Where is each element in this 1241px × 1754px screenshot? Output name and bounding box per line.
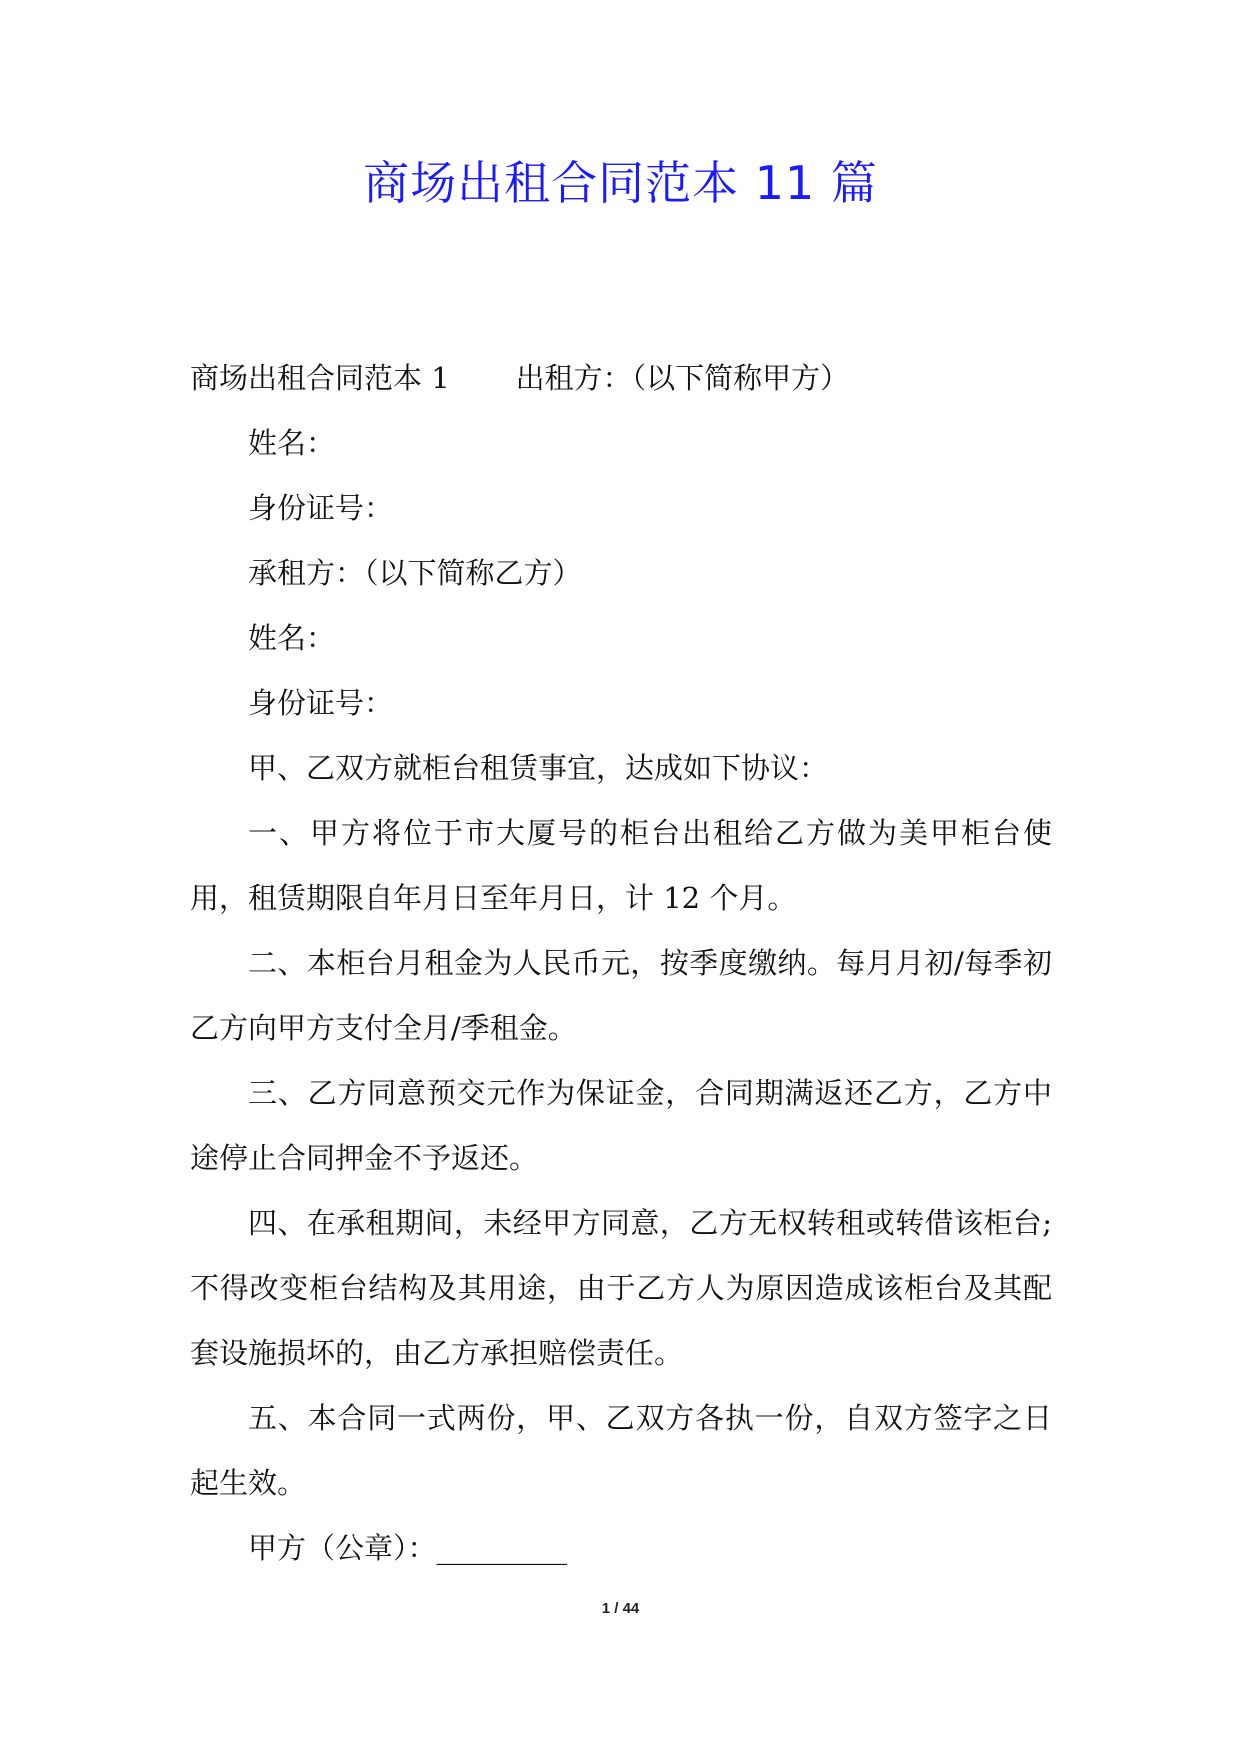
first-line [190, 346, 1052, 411]
paragraph: 承租方：（以下简称乙方） [248, 556, 582, 590]
paragraph: 姓名： [248, 426, 336, 460]
paragraph: 身份证号： [248, 491, 394, 525]
paragraph: 一、甲方将位于市大厦号的柜台出租给乙方做为美甲柜台使用，租赁期限自年月日至年月日，计 12 个月。 [190, 816, 1052, 915]
paragraph: 二、本柜台月租金为人民币元，按季度缴纳。每月月初/每季初乙方向甲方支付全月/季租金。 [190, 946, 1052, 1045]
paragraph: 姓名： [248, 621, 336, 655]
document-body [190, 346, 1052, 1581]
signature-line: 甲方（公章）：_________ [248, 1531, 568, 1565]
document-title: 商场出租合同范本 11 篇 [363, 156, 878, 210]
paragraph: 甲、乙双方就柜台租赁事宜，达成如下协议： [248, 751, 829, 785]
paragraph: 五、本合同一式两份，甲、乙双方各执一份，自双方签字之日起生效。 [190, 1401, 1052, 1500]
section-heading: 商场出租合同范本 1 [190, 361, 450, 395]
paragraph: 三、乙方同意预交元作为保证金，合同期满返还乙方，乙方中途停止合同押金不予返还。 [190, 1076, 1052, 1175]
page-indicator: 1 / 44 [601, 1600, 640, 1617]
paragraph: 身份证号： [248, 686, 394, 720]
paragraph: 四、在承租期间，未经甲方同意，乙方无权转租或转借该柜台; 不得改变柜台结构及其用途，由于乙方人为原因造成该柜台及其配套设施损坏的，由乙方承担赔偿责任。 [190, 1206, 1052, 1370]
lessor-label: 出租方：（以下简称甲方） [515, 361, 850, 395]
